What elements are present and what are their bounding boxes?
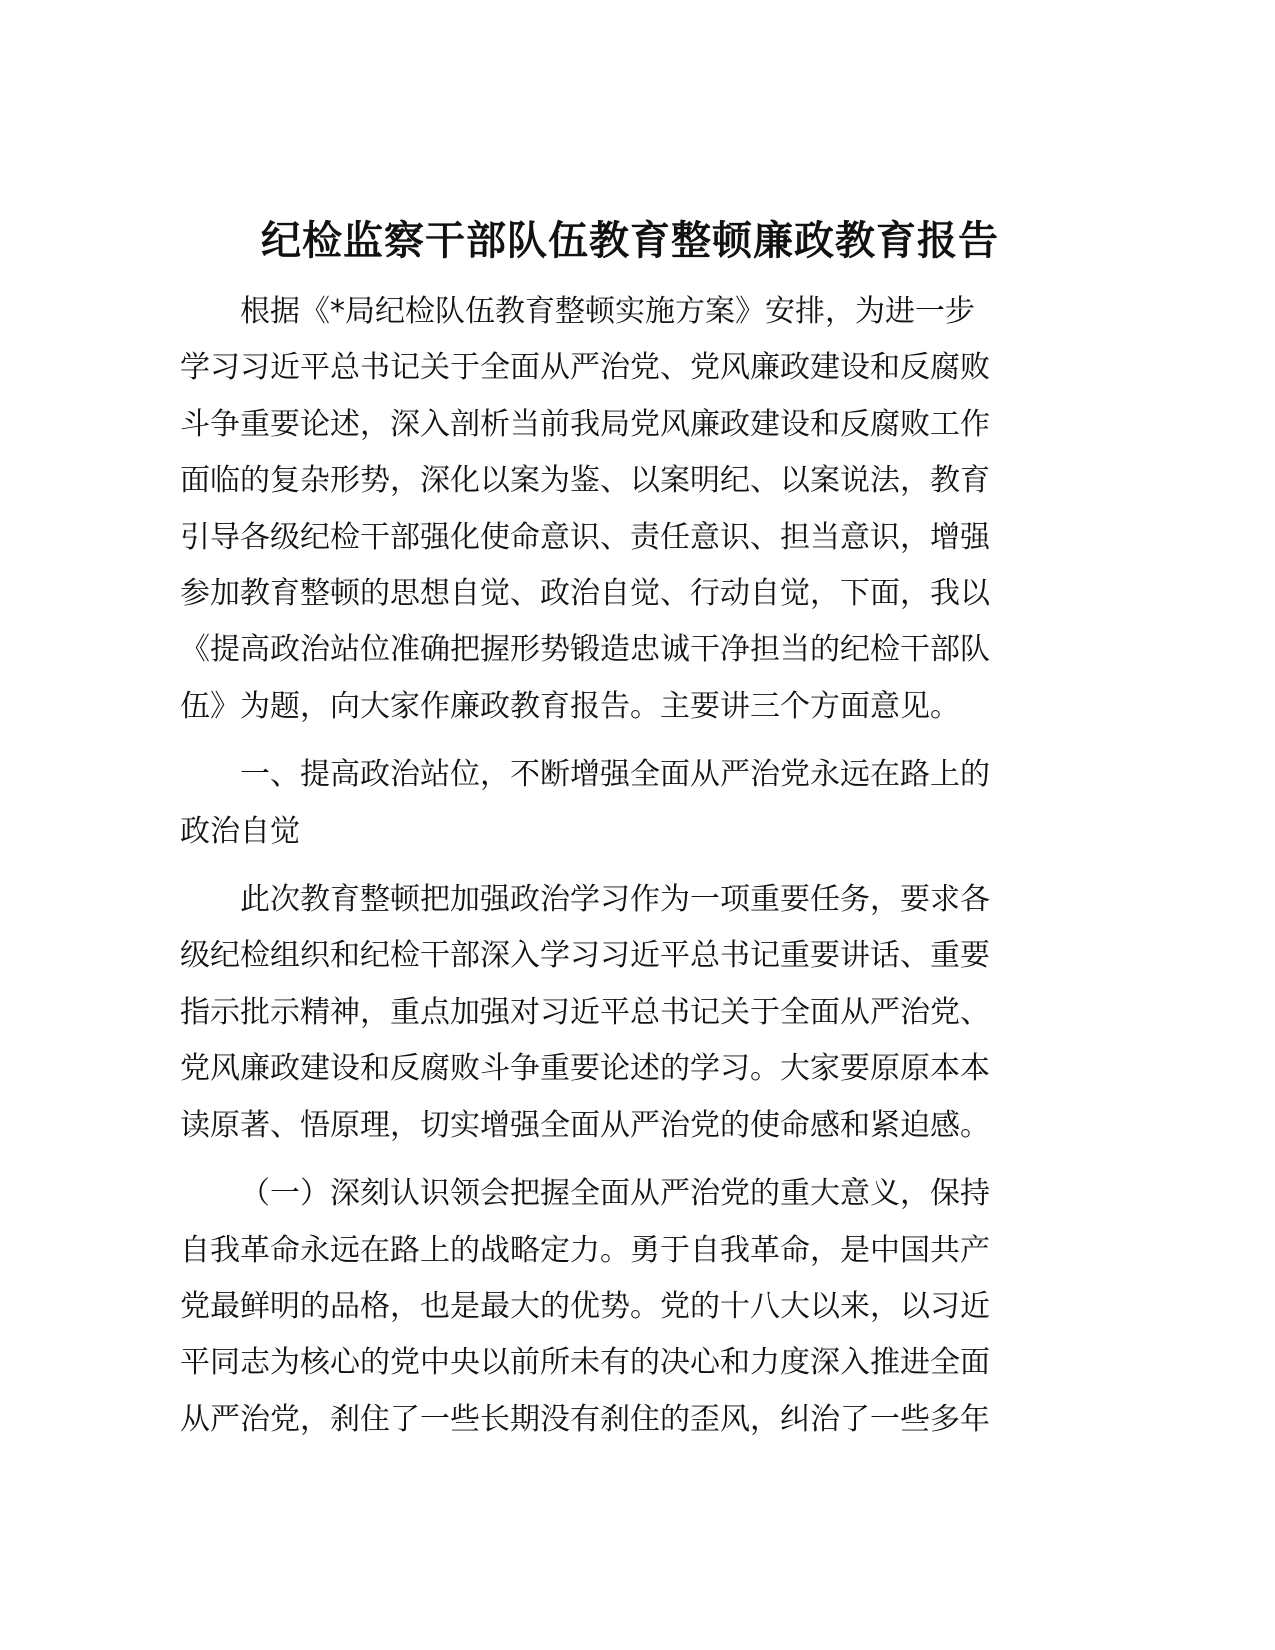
text-line: （一）深刻认识领会把握全面从严治党的重大意义，保持 <box>240 1176 990 1212</box>
text-line: 政治自觉 <box>180 813 300 849</box>
text-line: 一、提高政治站位，不断增强全面从严治党永远在路上的 <box>240 757 990 793</box>
document-body <box>180 284 1040 1460</box>
text-line: 从严治党，刹住了一些长期没有刹住的歪风，纠治了一些多年 <box>180 1401 990 1437</box>
text-line: 读原著、悟原理，切实增强全面从严治党的使命感和紧迫感。 <box>180 1107 990 1143</box>
document-title: 纪检监察干部队伍教育整顿廉政教育报告 <box>261 218 999 264</box>
section-heading-one <box>180 747 1040 860</box>
text-line: 面临的复杂形势，深化以案为鉴、以案明纪、以案说法，教育 <box>180 463 990 499</box>
text-line: 自我革命永远在路上的战略定力。勇于自我革命，是中国共产 <box>180 1232 990 1268</box>
text-line: 引导各级纪检干部强化使命意识、责任意识、担当意识，增强 <box>180 519 990 555</box>
text-line: 此次教育整顿把加强政治学习作为一项重要任务，要求各 <box>240 882 990 918</box>
text-line: 斗争重要论述，深入剖析当前我局党风廉政建设和反腐败工作 <box>180 406 990 442</box>
text-line: 平同志为核心的党中央以前所未有的决心和力度深入推进全面 <box>180 1345 990 1381</box>
text-line: 《提高政治站位准确把握形势锻造忠诚干净担当的纪检干部队 <box>180 632 990 668</box>
text-line: 党最鲜明的品格，也是最大的优势。党的十八大以来，以习近 <box>180 1288 990 1324</box>
paragraph-subsection-one <box>180 1166 1040 1448</box>
text-line: 指示批示精神，重点加强对习近平总书记关于全面从严治党、 <box>180 994 990 1030</box>
text-line: 伍》为题，向大家作廉政教育报告。主要讲三个方面意见。 <box>180 688 960 724</box>
paragraph-intro <box>180 284 1040 735</box>
text-line: 党风廉政建设和反腐败斗争重要论述的学习。大家要原原本本 <box>180 1051 990 1087</box>
text-line: 根据《*局纪检队伍教育整顿实施方案》安排，为进一步 <box>240 294 975 329</box>
text-line: 学习习近平总书记关于全面从严治党、党风廉政建设和反腐败 <box>180 350 990 386</box>
paragraph-study <box>180 872 1040 1154</box>
text-line: 级纪检组织和纪检干部深入学习习近平总书记重要讲话、重要 <box>180 938 990 974</box>
text-line: 参加教育整顿的思想自觉、政治自觉、行动自觉，下面，我以 <box>180 576 990 612</box>
